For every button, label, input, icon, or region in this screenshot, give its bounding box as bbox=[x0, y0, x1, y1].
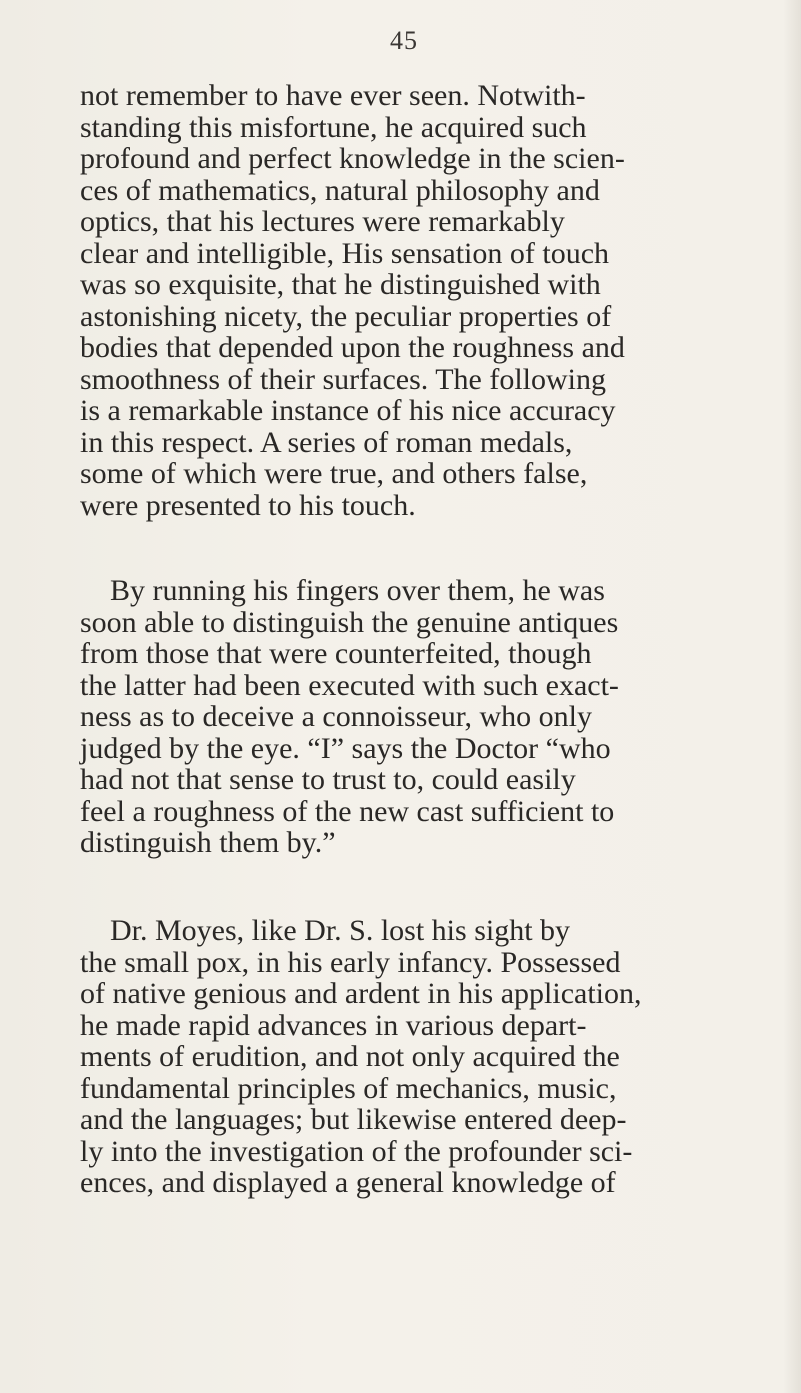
text-line: and the languages; but likewise entered deep- bbox=[80, 1103, 627, 1136]
text-line: had not that sense to trust to, could easily bbox=[80, 763, 576, 796]
text-line: smoothness of their surfaces. The following bbox=[80, 362, 607, 396]
text-line: of native genious and ardent in his application, bbox=[80, 977, 642, 1010]
text-line: the small pox, in his early infancy. Possessed bbox=[80, 945, 621, 979]
text-line: from those that were counterfeited, though bbox=[80, 637, 592, 670]
paragraph-3 bbox=[80, 915, 790, 1199]
text-line: fundamental principles of mechanics, music, bbox=[80, 1071, 617, 1105]
text-line: were presented to his touch. bbox=[80, 488, 416, 522]
text-line: ly into the investigation of the profounder sci- bbox=[80, 1134, 633, 1168]
text-line: By running his fingers over them, he was bbox=[80, 574, 605, 607]
paragraph-1 bbox=[80, 80, 790, 521]
text-line: soon able to distinguish the genuine antiques bbox=[80, 605, 619, 639]
text-line: optics, that his lectures were remarkably bbox=[80, 205, 565, 238]
text-line: ments of erudition, and not only acquired the bbox=[80, 1040, 620, 1073]
text-line: ences, and displayed a general knowledge of bbox=[80, 1166, 616, 1199]
text-line: profound and perfect knowledge in the scien- bbox=[80, 142, 625, 175]
text-line: Dr. Moyes, like Dr. S. lost his sight by bbox=[80, 914, 571, 947]
text-line: clear and intelligible, His sensation of touch bbox=[80, 236, 610, 270]
text-line: standing this misfortune, he acquired such bbox=[80, 110, 587, 144]
text-line: feel a roughness of the new cast sufficient to bbox=[80, 794, 615, 828]
text-line: the latter had been executed with such exact- bbox=[80, 668, 619, 702]
text-line: not remember to have ever seen. Notwith- bbox=[80, 79, 586, 112]
text-line: some of which were true, and others false, bbox=[80, 457, 588, 490]
text-line: he made rapid advances in various depart- bbox=[80, 1008, 587, 1042]
page-number: 45 bbox=[390, 26, 418, 55]
text-line: is a remarkable instance of his nice accuracy bbox=[80, 394, 616, 427]
paragraph-2 bbox=[80, 575, 790, 859]
text-line: in this respect. A series of roman medals, bbox=[80, 425, 573, 459]
page-edge-shadow bbox=[783, 0, 801, 1393]
text-line: ness as to deceive a connoisseur, who only bbox=[80, 700, 593, 733]
text-line: judged by the eye. “I” says the Doctor “who bbox=[80, 731, 611, 765]
text-line: bodies that depended upon the roughness and bbox=[80, 331, 625, 364]
text-line: astonishing nicety, the peculiar properties of bbox=[80, 299, 612, 333]
text-line: was so exquisite, that he distinguished with bbox=[80, 268, 601, 301]
text-line: distinguish them by.” bbox=[80, 826, 336, 859]
text-line: ces of mathematics, natural philosophy and bbox=[80, 173, 600, 207]
